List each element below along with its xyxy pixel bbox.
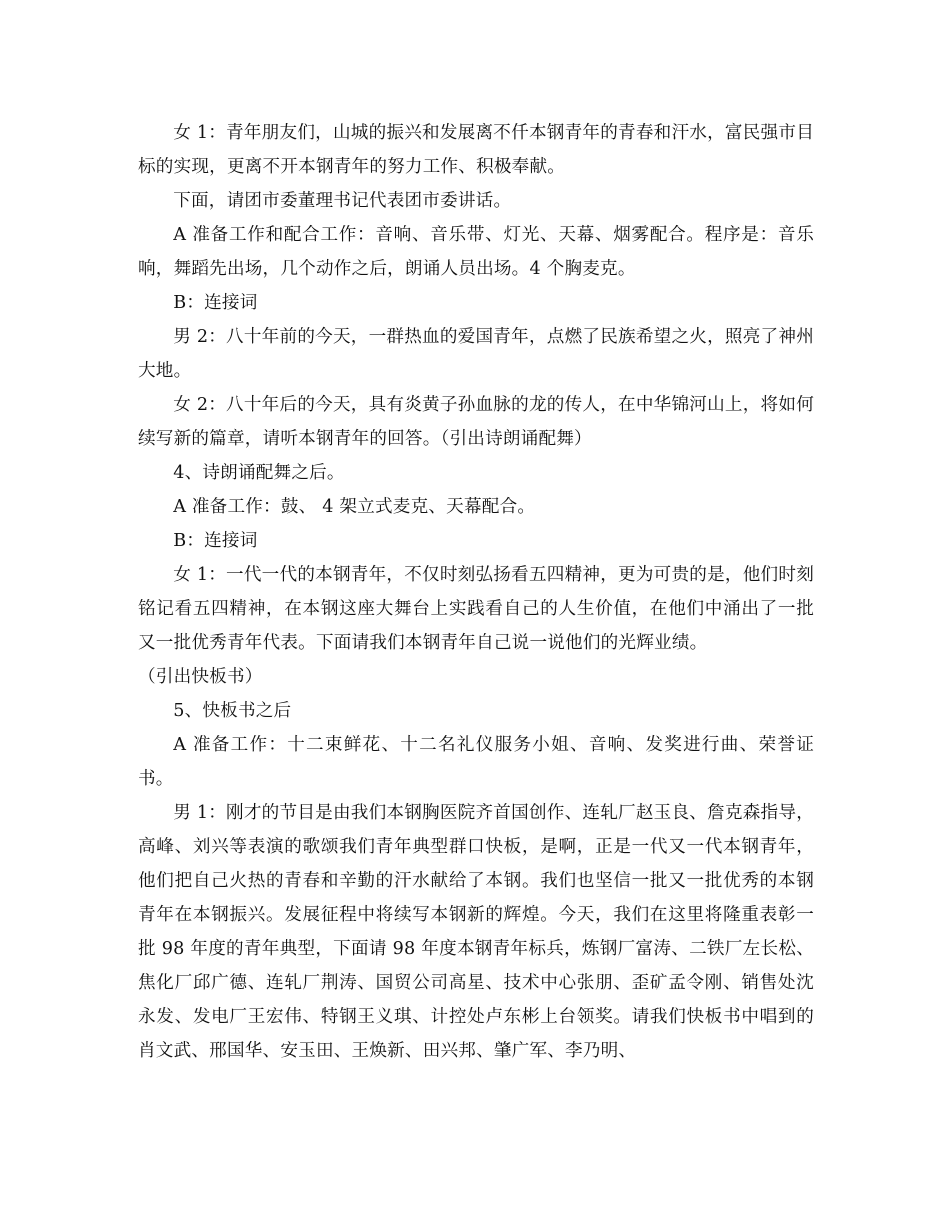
paragraph-section-5-heading: 5、快板书之后 [173,701,292,721]
paragraph-connector: B：连接词 [173,293,258,313]
paragraph-male2-speech: 男 2：八十年前的今天，一群热血的爱国青年，点燃了民族希望之火，照亮了神州大地。 [138,327,814,381]
paragraph-cue-kuaibanshu: （引出快板书） [138,667,263,687]
paragraph-section-4-heading: 4、诗朗诵配舞之后。 [173,463,345,483]
document-body [138,116,814,1068]
paragraph-preparation-music: A 准备工作和配合工作：音响、音乐带、灯光、天幕、烟雾配合。程序是：音乐响，舞蹈先出场，几个动作之后，朗诵人员出场。4 个胸麦克。 [138,225,814,279]
paragraph-female1-speech: 女 1：青年朋友们，山城的振兴和发展离不仟本钢青年的青春和汗水，富民强市目标的实现，更离不开本钢青年的努力工作、积极奉献。 [138,123,814,177]
paragraph-invite-speech: 下面，请团市委董理书记代表团市委讲话。 [173,191,512,211]
paragraph-preparation-awards: A 准备工作：十二束鲜花、十二名礼仪服务小姐、音响、发奖进行曲、荣誉证书。 [138,735,814,789]
paragraph-female1-tribute: 女 1：一代一代的本钢青年，不仅时刻弘扬看五四精神，更为可贵的是，他们时刻铭记看五四精神，在本钢这座大舞台上实践看自己的人生价值，在他们中涌出了一批又一批优秀青年代表。下面请我们本钢青年自己说一说他们的光辉业绩。 [138,565,814,653]
paragraph-male1-awards: 男 1：刚才的节目是由我们本钢胸医院齐首国创作、连轧厂赵玉良、詹克森指导，高峰、刘兴等表演的歌颂我们青年典型群口快板，是啊，正是一代又一代本钢青年，他们把自己火热的青春和辛勤的汗水献给了本钢。我们也坚信一批又一批优秀的本钢青年在本钢振兴。发展征程中将续写本钢新的辉煌。今天，我们在这里将隆重表彰一批 98 年度的青年典型，下面请 98 年度本钢青年标兵，炼钢厂富涛、二铁厂左长松、焦化厂邱广德、连轧厂荆涛、国贸公司高星、技术中心张朋、歪矿孟令刚、销售处沈永发、发电厂王宏伟、特钢王义琪、计控处卢东彬上台领奖。请我们快板书中唱到的肖文武、邢国华、安玉田、王焕新、田兴邦、肇广军、李乃明、 [138,803,814,1061]
paragraph-female2-speech: 女 2：八十年后的今天，具有炎黄子孙血脉的龙的传人，在中华锦河山上，将如何续写新的篇章，请听本钢青年的回答。（引出诗朗诵配舞） [138,395,814,449]
paragraph-preparation-drums: A 准备工作：鼓、 4 架立式麦克、天幕配合。 [173,497,536,517]
paragraph-connector: B：连接词 [173,531,258,551]
